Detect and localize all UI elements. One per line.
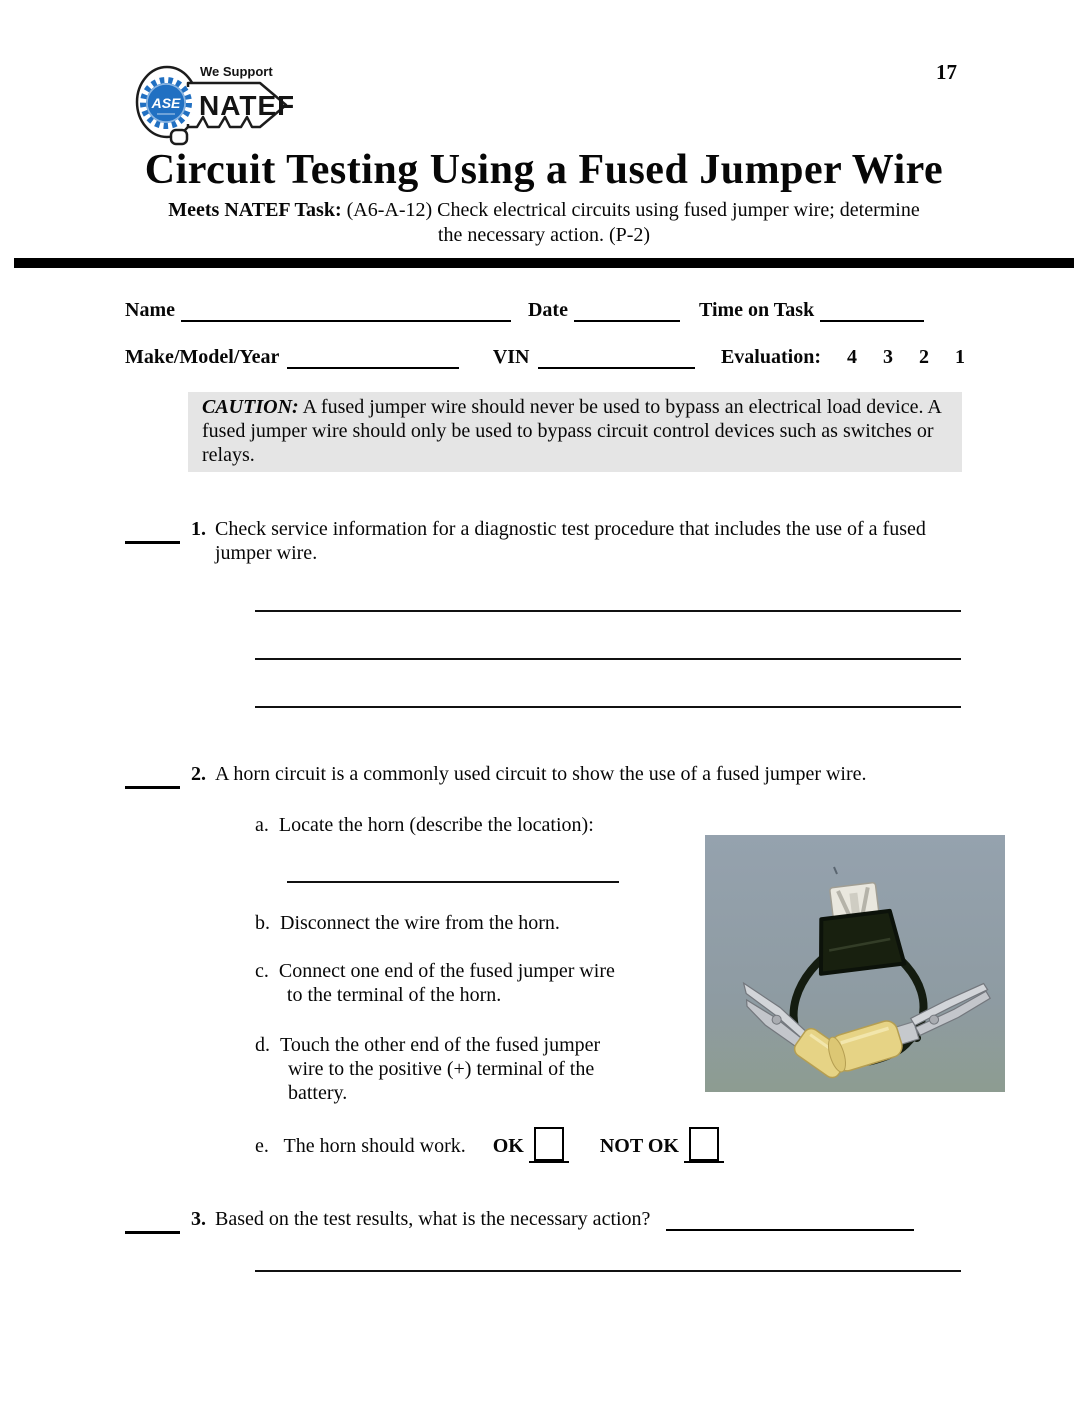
step-1-number: 1. <box>191 518 206 540</box>
page-title: Circuit Testing Using a Fused Jumper Wire <box>144 147 944 193</box>
time-on-task-input-line[interactable] <box>820 296 924 322</box>
not-ok-checkbox[interactable] <box>689 1127 719 1161</box>
step-2-check-line[interactable] <box>125 762 180 789</box>
caution-label: CAUTION: <box>202 396 299 418</box>
divider-rule <box>14 258 1074 268</box>
natef-task-line-1 <box>0 199 1088 222</box>
step-2e-letter: e. <box>255 1135 269 1157</box>
step-1 <box>125 517 975 565</box>
step-2c-line-1: Connect one end of the fused jumper wire <box>278 960 615 982</box>
step-2c-line-2: to the terminal of the horn. <box>286 984 502 1006</box>
step-2c-text <box>279 959 615 1007</box>
step-2d-letter: d. <box>255 1034 270 1056</box>
evaluation-label: Evaluation: <box>720 346 821 368</box>
step-2b-text: Disconnect the wire from the horn. <box>280 912 560 934</box>
necessary-action-line-2[interactable] <box>255 1270 961 1272</box>
step-2 <box>125 762 995 789</box>
page-number: 17 <box>936 60 957 84</box>
step-2b-letter: b. <box>255 912 270 934</box>
step-2e <box>255 1127 724 1163</box>
caution-text: A fused jumper wire should never be used to bypass an electrical load device. A fused jumper wire should only be used to bypass circuit control devices such as switches or relays. <box>202 396 941 466</box>
step-2a <box>255 813 594 837</box>
evaluation-score-3[interactable]: 3 <box>883 346 893 368</box>
vin-label: VIN <box>492 346 530 368</box>
step-2a-text: Locate the horn (describe the location): <box>278 814 594 836</box>
not-ok-label: NOT OK <box>599 1135 679 1157</box>
step-2-text: A horn circuit is a commonly used circuit to show the use of a fused jumper wire. <box>215 763 867 785</box>
form-row-vehicle <box>125 343 965 369</box>
date-label: Date <box>527 299 568 321</box>
name-label: Name <box>125 299 175 321</box>
logo-natef-text: NATEF <box>199 90 293 121</box>
step-2a-letter: a. <box>255 814 269 836</box>
logo-we-support-text: We Support <box>200 64 273 79</box>
step-3-text: Based on the test results, what is the necessary action? <box>215 1208 651 1230</box>
step-2-number: 2. <box>191 763 206 785</box>
meets-natef-task-label: Meets NATEF Task: <box>168 199 342 221</box>
service-info-answer-line-1[interactable] <box>255 610 961 612</box>
necessary-action-line-1[interactable] <box>666 1207 914 1231</box>
not-ok-checkbox-line <box>684 1127 724 1163</box>
ok-label: OK <box>492 1135 524 1157</box>
make-model-year-label: Make/Model/Year <box>125 346 280 368</box>
ok-checkbox[interactable] <box>534 1127 564 1161</box>
step-1-check-line[interactable] <box>125 517 180 544</box>
step-3 <box>125 1207 995 1234</box>
step-2b <box>255 911 560 935</box>
form-row-identity <box>125 296 955 322</box>
time-on-task-label: Time on Task <box>698 299 815 321</box>
step-3-check-line[interactable] <box>125 1207 180 1234</box>
step-3-number: 3. <box>191 1208 206 1230</box>
caution-box <box>188 392 962 472</box>
vin-input-line[interactable] <box>538 343 695 369</box>
step-2d-line-1: Touch the other end of the fused jumper <box>280 1034 601 1056</box>
ok-checkbox-line <box>529 1127 569 1163</box>
meets-natef-task-text: (A6-A-12) Check electrical circuits using fused jumper wire; determine <box>346 199 920 221</box>
step-2d <box>255 1033 600 1105</box>
date-input-line[interactable] <box>574 296 680 322</box>
step-2c <box>255 959 615 1007</box>
step-2d-line-2: wire to the positive (+) terminal of the <box>288 1058 595 1080</box>
step-1-text: Check service information for a diagnostic test procedure that includes the use of a fused jumper wire. <box>215 518 926 564</box>
jumper-wire-photo <box>705 835 1005 1092</box>
evaluation-score-1[interactable]: 1 <box>955 346 965 368</box>
step-2c-letter: c. <box>255 960 269 982</box>
ase-text: ASE <box>151 95 181 111</box>
step-2d-line-3: battery. <box>288 1082 348 1104</box>
service-info-answer-line-2[interactable] <box>255 658 961 660</box>
make-model-year-input-line[interactable] <box>287 343 458 369</box>
evaluation-score-4[interactable]: 4 <box>847 346 857 368</box>
natef-task-line-2: the necessary action. (P-2) <box>437 224 651 246</box>
evaluation-score-2[interactable]: 2 <box>919 346 929 368</box>
step-2d-text <box>280 1033 600 1105</box>
natef-logo <box>133 56 293 146</box>
name-input-line[interactable] <box>181 296 511 322</box>
service-info-answer-line-3[interactable] <box>255 706 961 708</box>
horn-location-line[interactable] <box>287 881 619 883</box>
step-2e-text: The horn should work. <box>283 1135 466 1157</box>
